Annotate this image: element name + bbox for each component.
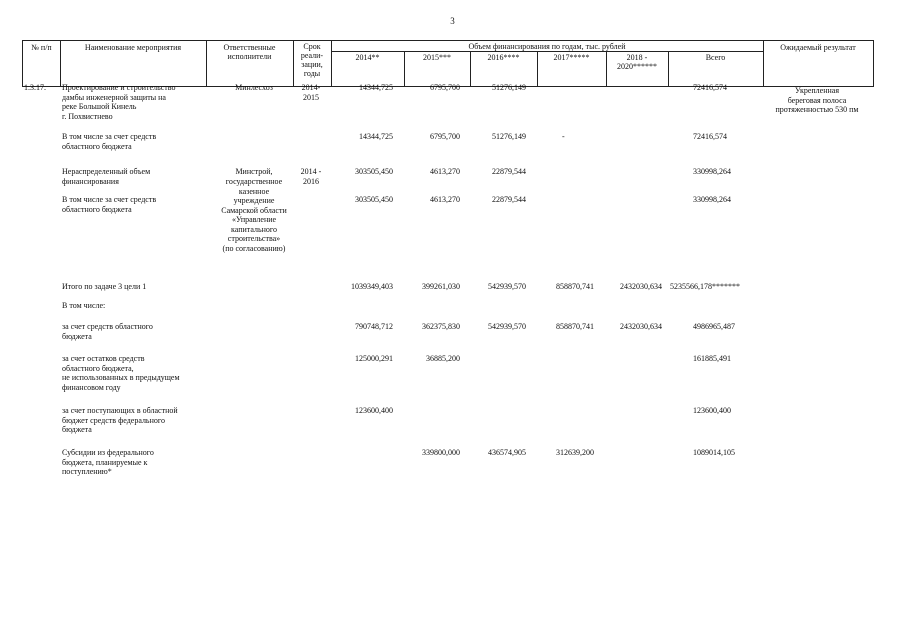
row-value: 125000,291 <box>355 354 393 363</box>
header-year-2016: 2016**** <box>487 53 520 62</box>
row-total: 72416,574 <box>693 132 727 141</box>
row-total: 330998,264 <box>693 167 731 176</box>
row-total: 5235566,178******* <box>670 282 740 291</box>
row-executors: казенное учреждение Самарской области «Управление капитального строительства» (по согласованию) <box>221 186 287 253</box>
header-result: Ожидаемый результат <box>780 43 856 52</box>
row-value: 339800,000 <box>422 448 460 457</box>
header-total: Всего <box>705 53 726 62</box>
row-value: 790748,712 <box>355 322 393 331</box>
row-value: 362375,830 <box>422 322 460 331</box>
row-term: 2014- 2015 <box>301 83 321 102</box>
row-name: за счет средств областного бюджета <box>62 322 153 341</box>
row-value: 399261,030 <box>422 282 460 291</box>
row-total: 1089014,105 <box>693 448 735 457</box>
row-value: 303505,450 <box>355 195 393 204</box>
row-value: 22879,544 <box>492 195 526 204</box>
row-value: 4613,270 <box>430 167 460 176</box>
row-value: 4613,270 <box>430 195 460 204</box>
row-name: Субсидии из федерального бюджета, планируемые к поступлению* <box>62 448 154 476</box>
row-value: 2432030,634 <box>620 282 662 291</box>
header-year-2014: 2014** <box>355 53 380 62</box>
row-value: 436574,905 <box>488 448 526 457</box>
row-name: Итого по задаче 3 цели 1 <box>62 282 147 291</box>
row-executors: Минлесхоз <box>235 83 273 92</box>
row-value: 312639,200 <box>556 448 594 457</box>
row-total: 4986965,487 <box>693 322 735 331</box>
row-number: 1.3.17. <box>24 83 46 92</box>
row-value: 1039349,403 <box>351 282 393 291</box>
header-year-2015: 2015*** <box>423 53 451 62</box>
row-total: 72416,574 <box>693 83 727 92</box>
row-name: В том числе за счет средств областного бюджета <box>62 132 157 151</box>
row-name: Проектирование и строительство дамбы инженерной защиты на реке Большой Кинель г. Похвистнево <box>62 83 176 121</box>
row-name: Нераспределенный объем финансирования <box>62 167 151 186</box>
row-total: 123600,400 <box>693 406 731 415</box>
row-value: 14344,725 <box>359 83 393 92</box>
row-value: 6795,700 <box>430 132 460 141</box>
row-value: 22879,544 <box>492 167 526 176</box>
row-value: - <box>562 132 565 141</box>
header-funding: Объем финансирования по годам, тыс. рублей <box>468 42 626 51</box>
header-executors: Ответственные исполнители <box>223 43 276 61</box>
row-value: 123600,400 <box>355 406 393 415</box>
row-value: 2432030,634 <box>620 322 662 331</box>
row-value: 542939,570 <box>488 282 526 291</box>
page-number: 3 <box>450 16 455 26</box>
row-name: за счет поступающих в областной бюджет средств федерального бюджета <box>62 406 178 434</box>
row-value: 36885,200 <box>426 354 460 363</box>
row-name: В том числе за счет средств областного бюджета <box>62 195 157 214</box>
header-year-2018-2020: 2018 - 2020****** <box>617 53 657 71</box>
header-number: № п/п <box>31 43 52 52</box>
row-value: 6795,700 <box>430 83 460 92</box>
row-name: за счет остатков средств областного бюджета, не использованных в предыдущем финансовом году <box>62 354 180 392</box>
row-value: 858870,741 <box>556 322 594 331</box>
row-value: 858870,741 <box>556 282 594 291</box>
row-executors: Минстрой, государственное <box>225 167 283 186</box>
row-name: В том числе: <box>62 301 106 310</box>
row-value: 14344,725 <box>359 132 393 141</box>
row-result: Укрепленная береговая полоса протяженностью 530 пм <box>775 86 859 114</box>
row-value: 303505,450 <box>355 167 393 176</box>
row-value: 51276,149 <box>492 132 526 141</box>
table-header <box>22 40 874 87</box>
row-value: 542939,570 <box>488 322 526 331</box>
row-term: 2014 - 2016 <box>300 167 322 186</box>
header-year-2017: 2017***** <box>553 53 590 62</box>
header-term: Срок реали- зации, годы <box>300 42 324 78</box>
row-value: 51276,149 <box>492 83 526 92</box>
row-total: 161885,491 <box>693 354 731 363</box>
header-name: Наименование мероприятия <box>84 43 182 52</box>
row-total: 330998,264 <box>693 195 731 204</box>
